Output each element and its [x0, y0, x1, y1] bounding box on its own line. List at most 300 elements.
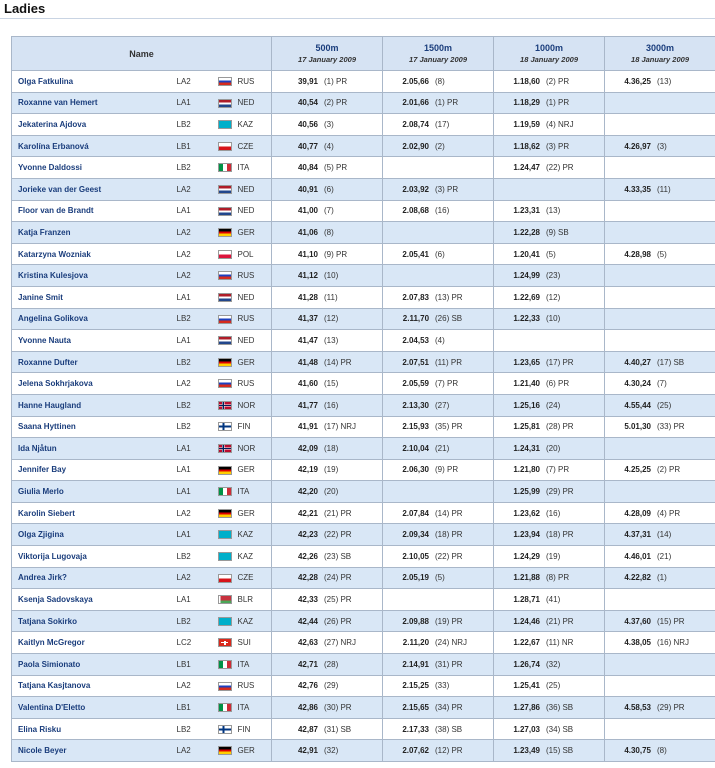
result-1500m	[383, 481, 494, 503]
time-value: 2.05,59	[402, 379, 430, 389]
rank-note: (26) PR	[324, 616, 352, 626]
country-flag-icon	[218, 315, 232, 324]
result-3000m	[605, 373, 715, 395]
rank-note: (12)	[546, 292, 561, 302]
time-value: 4.30,75	[624, 746, 652, 756]
result-1500m	[383, 567, 494, 589]
result-3000m	[605, 589, 715, 611]
rank-note: (34) PR	[435, 703, 463, 713]
athlete-name-link[interactable]: Ida Njåtun	[12, 438, 174, 460]
country-flag-icon	[218, 336, 232, 345]
rank-note: (14)	[657, 530, 672, 540]
result-1000m	[494, 222, 605, 244]
class-code: LB2	[174, 114, 216, 136]
flag-cell	[216, 718, 236, 740]
time-value: 4.25,25	[624, 465, 652, 475]
result-500m	[272, 632, 383, 654]
country-code: RUS	[236, 308, 272, 330]
flag-cell	[216, 502, 236, 524]
table-row	[12, 610, 715, 632]
athlete-name-link[interactable]: Roxanne Dufter	[12, 351, 174, 373]
flag-cell	[216, 243, 236, 265]
country-code: RUS	[236, 373, 272, 395]
athlete-name-link[interactable]: Giulia Merlo	[12, 481, 174, 503]
time-value: 42,86	[297, 703, 319, 713]
rank-note: (1) PR	[546, 98, 570, 108]
rank-note: (27)	[435, 400, 450, 410]
country-flag-icon	[218, 660, 232, 669]
time-value: 2.05,41	[402, 249, 430, 259]
time-value: 1.27,86	[513, 703, 541, 713]
flag-cell	[216, 675, 236, 697]
athlete-name-link[interactable]: Tatjana Kasjtanova	[12, 675, 174, 697]
time-value: 4.28,98	[624, 249, 652, 259]
rank-note: (22) PR	[435, 551, 463, 561]
table-row	[12, 654, 715, 676]
athlete-name-link[interactable]: Elina Risku	[12, 718, 174, 740]
result-1500m	[383, 718, 494, 740]
athlete-name-link[interactable]: Angelina Golikova	[12, 308, 174, 330]
result-500m	[272, 178, 383, 200]
time-value: 2.07,51	[402, 357, 430, 367]
rank-note: (10)	[546, 314, 561, 324]
result-1500m	[383, 178, 494, 200]
rank-note: (30) PR	[324, 703, 352, 713]
athlete-name-link[interactable]: Valentina D'Eletto	[12, 697, 174, 719]
rank-note: (15) PR	[657, 616, 685, 626]
athlete-name-link[interactable]: Ksenja Sadovskaya	[12, 589, 174, 611]
column-header-3000m[interactable]	[605, 37, 715, 71]
athlete-name-link[interactable]: Roxanne van Hemert	[12, 92, 174, 114]
time-value: 39,91	[297, 76, 319, 86]
athlete-name-link[interactable]: Janine Smit	[12, 286, 174, 308]
rank-note: (2)	[435, 141, 445, 151]
result-1500m	[383, 610, 494, 632]
time-value: 4.37,60	[624, 616, 652, 626]
result-500m	[272, 351, 383, 373]
time-value: 4.28,09	[624, 508, 652, 518]
result-500m	[272, 589, 383, 611]
result-1500m	[383, 632, 494, 654]
result-1500m	[383, 71, 494, 93]
country-flag-icon	[218, 444, 232, 453]
table-row	[12, 524, 715, 546]
country-flag-icon	[218, 552, 232, 561]
rank-note: (29) PR	[546, 487, 574, 497]
result-3000m	[605, 438, 715, 460]
rank-note: (16)	[324, 400, 339, 410]
country-code: KAZ	[236, 610, 272, 632]
rank-note: (1) PR	[435, 98, 459, 108]
result-500m	[272, 610, 383, 632]
result-1500m	[383, 243, 494, 265]
class-code: LA1	[174, 286, 216, 308]
athlete-name-link[interactable]: Jorieke van der Geest	[12, 178, 174, 200]
athlete-name-link[interactable]: Viktorija Lugovaja	[12, 546, 174, 568]
time-value: 41,28	[297, 292, 319, 302]
time-value: 5.01,30	[624, 422, 652, 432]
athlete-name-link[interactable]: Kristina Kulesjova	[12, 265, 174, 287]
country-flag-icon	[218, 77, 232, 86]
country-flag-icon	[218, 228, 232, 237]
class-code: LA2	[174, 373, 216, 395]
flag-cell	[216, 265, 236, 287]
rank-note: (2) PR	[546, 76, 570, 86]
result-500m	[272, 438, 383, 460]
country-code: ITA	[236, 654, 272, 676]
result-500m	[272, 92, 383, 114]
result-1000m	[494, 546, 605, 568]
class-code: LA1	[174, 589, 216, 611]
rank-note: (34) SB	[546, 724, 574, 734]
country-flag-icon	[218, 595, 232, 604]
time-value: 2.03,92	[402, 184, 430, 194]
athlete-name-link[interactable]: Olga Fatkulina	[12, 71, 174, 93]
country-flag-icon	[218, 379, 232, 388]
class-code: LB2	[174, 157, 216, 179]
class-code: LB1	[174, 697, 216, 719]
country-flag-icon	[218, 509, 232, 518]
athlete-name-link[interactable]: Nicole Beyer	[12, 740, 174, 762]
result-1000m	[494, 610, 605, 632]
rank-note: (4)	[324, 141, 334, 151]
country-code: GER	[236, 740, 272, 762]
time-value: 1.23,65	[513, 357, 541, 367]
athlete-name-link[interactable]: Karolína Erbanová	[12, 135, 174, 157]
time-value: 2.04,53	[402, 335, 430, 345]
result-1500m	[383, 222, 494, 244]
rank-note: (8)	[435, 76, 445, 86]
country-flag-icon	[218, 466, 232, 475]
athlete-name-link[interactable]: Karolin Siebert	[12, 502, 174, 524]
result-500m	[272, 502, 383, 524]
result-500m	[272, 373, 383, 395]
table-row	[12, 308, 715, 330]
time-value: 40,54	[297, 98, 319, 108]
result-1500m	[383, 330, 494, 352]
result-3000m	[605, 675, 715, 697]
result-500m	[272, 697, 383, 719]
result-1000m	[494, 265, 605, 287]
table-row	[12, 632, 715, 654]
flag-cell	[216, 114, 236, 136]
result-1000m	[494, 394, 605, 416]
country-code: RUS	[236, 265, 272, 287]
table-row	[12, 438, 715, 460]
rank-note: (18)	[324, 443, 339, 453]
athlete-name-link[interactable]: Katarzyna Wozniak	[12, 243, 174, 265]
result-500m	[272, 416, 383, 438]
column-header-1500m[interactable]	[383, 37, 494, 71]
time-value: 40,91	[297, 184, 319, 194]
time-value: 42,87	[297, 724, 319, 734]
athlete-name-link[interactable]: Yvonne Nauta	[12, 330, 174, 352]
rank-note: (4) PR	[657, 508, 681, 518]
class-code: LA1	[174, 459, 216, 481]
result-1000m	[494, 718, 605, 740]
table-row	[12, 567, 715, 589]
class-code: LA2	[174, 265, 216, 287]
flag-cell	[216, 373, 236, 395]
flag-cell	[216, 438, 236, 460]
time-value: 2.08,68	[402, 206, 430, 216]
time-value: 41,77	[297, 400, 319, 410]
class-code: LB2	[174, 610, 216, 632]
result-500m	[272, 200, 383, 222]
result-500m	[272, 654, 383, 676]
result-3000m	[605, 157, 715, 179]
time-value: 41,91	[297, 422, 319, 432]
table-row	[12, 286, 715, 308]
table-row	[12, 200, 715, 222]
time-value: 41,60	[297, 379, 319, 389]
time-value: 1.22,33	[513, 314, 541, 324]
result-1000m	[494, 330, 605, 352]
time-value: 4.55,44	[624, 400, 652, 410]
result-1500m	[383, 589, 494, 611]
rank-note: (24)	[546, 400, 561, 410]
country-code: GER	[236, 459, 272, 481]
rank-note: (15) SB	[546, 746, 574, 756]
result-1000m	[494, 632, 605, 654]
result-500m	[272, 330, 383, 352]
time-value: 1.18,60	[513, 76, 541, 86]
country-flag-icon	[218, 142, 232, 151]
result-500m	[272, 718, 383, 740]
result-1000m	[494, 459, 605, 481]
result-500m	[272, 481, 383, 503]
rank-note: (6)	[435, 249, 445, 259]
rank-note: (8)	[324, 227, 334, 237]
country-flag-icon	[218, 422, 232, 431]
result-3000m	[605, 718, 715, 740]
country-code: NOR	[236, 438, 272, 460]
rank-note: (9) PR	[435, 465, 459, 475]
time-value: 1.23,49	[513, 746, 541, 756]
time-value: 1.23,94	[513, 530, 541, 540]
result-1500m	[383, 157, 494, 179]
athlete-name-link[interactable]: Jelena Sokhrjakova	[12, 373, 174, 395]
rank-note: (21)	[435, 443, 450, 453]
time-value: 2.10,04	[402, 443, 430, 453]
page-title: Ladies	[4, 1, 46, 16]
time-value: 40,77	[297, 141, 319, 151]
time-value: 1.18,62	[513, 141, 541, 151]
country-flag-icon	[218, 617, 232, 626]
athlete-name-link[interactable]: Jennifer Bay	[12, 459, 174, 481]
result-3000m	[605, 610, 715, 632]
rank-note: (36) SB	[546, 703, 574, 713]
time-value: 41,12	[297, 271, 319, 281]
rank-note: (9) SB	[546, 227, 569, 237]
flag-cell	[216, 740, 236, 762]
athlete-name-link[interactable]: Kaitlyn McGregor	[12, 632, 174, 654]
flag-cell	[216, 157, 236, 179]
table-row	[12, 675, 715, 697]
time-value: 42,33	[297, 595, 319, 605]
time-value: 41,48	[297, 357, 319, 367]
athlete-name-link[interactable]: Hanne Haugland	[12, 394, 174, 416]
time-value: 1.22,69	[513, 292, 541, 302]
country-code: NED	[236, 286, 272, 308]
result-1500m	[383, 438, 494, 460]
result-1000m	[494, 589, 605, 611]
athlete-name-link[interactable]: Olga Zjigina	[12, 524, 174, 546]
column-header-name[interactable]: Name	[12, 37, 272, 71]
rank-note: (20)	[546, 443, 561, 453]
rank-note: (14) PR	[435, 508, 463, 518]
rank-note: (33) PR	[657, 422, 685, 432]
rank-note: (35) PR	[435, 422, 463, 432]
time-value: 1.23,62	[513, 508, 541, 518]
time-value: 1.25,41	[513, 681, 541, 691]
rank-note: (25)	[546, 681, 561, 691]
result-3000m	[605, 394, 715, 416]
rank-note: (7)	[657, 379, 667, 389]
rank-note: (20)	[324, 487, 339, 497]
column-header-1000m[interactable]	[494, 37, 605, 71]
result-3000m	[605, 243, 715, 265]
time-value: 42,63	[297, 638, 319, 648]
result-1000m	[494, 675, 605, 697]
result-3000m	[605, 567, 715, 589]
rank-note: (3) PR	[546, 141, 570, 151]
result-3000m	[605, 524, 715, 546]
athlete-name-link[interactable]: Yvonne Daldossi	[12, 157, 174, 179]
result-1000m	[494, 697, 605, 719]
rank-note: (11) NR	[546, 638, 574, 648]
result-1000m	[494, 92, 605, 114]
result-3000m	[605, 654, 715, 676]
table-row	[12, 265, 715, 287]
table-row	[12, 178, 715, 200]
rank-note: (10)	[324, 271, 339, 281]
result-500m	[272, 114, 383, 136]
time-value: 42,19	[297, 465, 319, 475]
rank-note: (4) NRJ	[546, 119, 574, 129]
table-row	[12, 373, 715, 395]
result-3000m	[605, 222, 715, 244]
result-500m	[272, 740, 383, 762]
time-value: 41,47	[297, 335, 319, 345]
time-value: 1.23,31	[513, 206, 541, 216]
time-value: 2.09,88	[402, 616, 430, 626]
table-row	[12, 243, 715, 265]
flag-cell	[216, 481, 236, 503]
rank-note: (12) PR	[435, 746, 463, 756]
country-flag-icon	[218, 487, 232, 496]
rank-note: (21)	[657, 551, 672, 561]
country-flag-icon	[218, 746, 232, 755]
result-500m	[272, 135, 383, 157]
rank-note: (28) PR	[546, 422, 574, 432]
time-value: 1.27,03	[513, 724, 541, 734]
result-1000m	[494, 71, 605, 93]
time-value: 4.40,27	[624, 357, 652, 367]
rank-note: (2) PR	[324, 98, 348, 108]
rank-note: (21) PR	[324, 508, 352, 518]
rank-note: (5) PR	[324, 163, 348, 173]
country-flag-icon	[218, 401, 232, 410]
time-value: 1.26,74	[513, 659, 541, 669]
result-500m	[272, 524, 383, 546]
table-row	[12, 135, 715, 157]
flag-cell	[216, 178, 236, 200]
distance-label: 500m	[315, 43, 339, 53]
country-code: NED	[236, 200, 272, 222]
class-code: LA1	[174, 524, 216, 546]
rank-note: (31) SB	[324, 724, 352, 734]
flag-cell	[216, 330, 236, 352]
country-flag-icon	[218, 682, 232, 691]
result-3000m	[605, 697, 715, 719]
time-value: 1.19,59	[513, 119, 541, 129]
rank-note: (19)	[546, 551, 561, 561]
rank-note: (14) PR	[324, 357, 352, 367]
country-code: SUI	[236, 632, 272, 654]
rank-note: (3)	[324, 119, 334, 129]
country-code: KAZ	[236, 546, 272, 568]
time-value: 1.25,99	[513, 487, 541, 497]
athlete-name-link[interactable]: Andrea Jirk?	[12, 567, 174, 589]
result-3000m	[605, 459, 715, 481]
time-value: 2.01,66	[402, 98, 430, 108]
athlete-name-link[interactable]: Katja Franzen	[12, 222, 174, 244]
time-value: 1.28,71	[513, 595, 541, 605]
rank-note: (24) NRJ	[435, 638, 468, 648]
rank-note: (11) PR	[435, 357, 462, 367]
table-row	[12, 740, 715, 762]
time-value: 4.58,53	[624, 703, 652, 713]
result-1000m	[494, 286, 605, 308]
rank-note: (16) NRJ	[657, 638, 690, 648]
result-1500m	[383, 654, 494, 676]
country-code: KAZ	[236, 114, 272, 136]
result-1000m	[494, 308, 605, 330]
rank-note: (19)	[324, 465, 339, 475]
athlete-name-link[interactable]: Saana Hyttinen	[12, 416, 174, 438]
rank-note: (18) PR	[546, 530, 574, 540]
athlete-name-link[interactable]: Tatjana Sokirko	[12, 610, 174, 632]
time-value: 1.25,16	[513, 400, 541, 410]
country-code: GER	[236, 351, 272, 373]
distance-label: 1000m	[535, 43, 564, 53]
time-value: 41,00	[297, 206, 319, 216]
athlete-name-link[interactable]: Paola Simionato	[12, 654, 174, 676]
flag-cell	[216, 632, 236, 654]
time-value: 1.24,47	[513, 163, 541, 173]
result-3000m	[605, 114, 715, 136]
athlete-name-link[interactable]: Floor van de Brandt	[12, 200, 174, 222]
class-code: LB2	[174, 718, 216, 740]
country-flag-icon	[218, 574, 232, 583]
result-1500m	[383, 524, 494, 546]
time-value: 4.26,97	[624, 141, 652, 151]
athlete-name-link[interactable]: Jekaterina Ajdova	[12, 114, 174, 136]
country-code: GER	[236, 222, 272, 244]
class-code: LA1	[174, 200, 216, 222]
column-header-500m[interactable]	[272, 37, 383, 71]
rank-note: (9) PR	[324, 249, 348, 259]
table-row	[12, 394, 715, 416]
flag-cell	[216, 524, 236, 546]
time-value: 4.22,82	[624, 573, 652, 583]
time-value: 42,26	[297, 551, 319, 561]
time-value: 2.14,91	[402, 659, 430, 669]
rank-note: (29) PR	[657, 703, 685, 713]
rank-note: (6) PR	[546, 379, 570, 389]
time-value: 2.05,19	[402, 573, 430, 583]
